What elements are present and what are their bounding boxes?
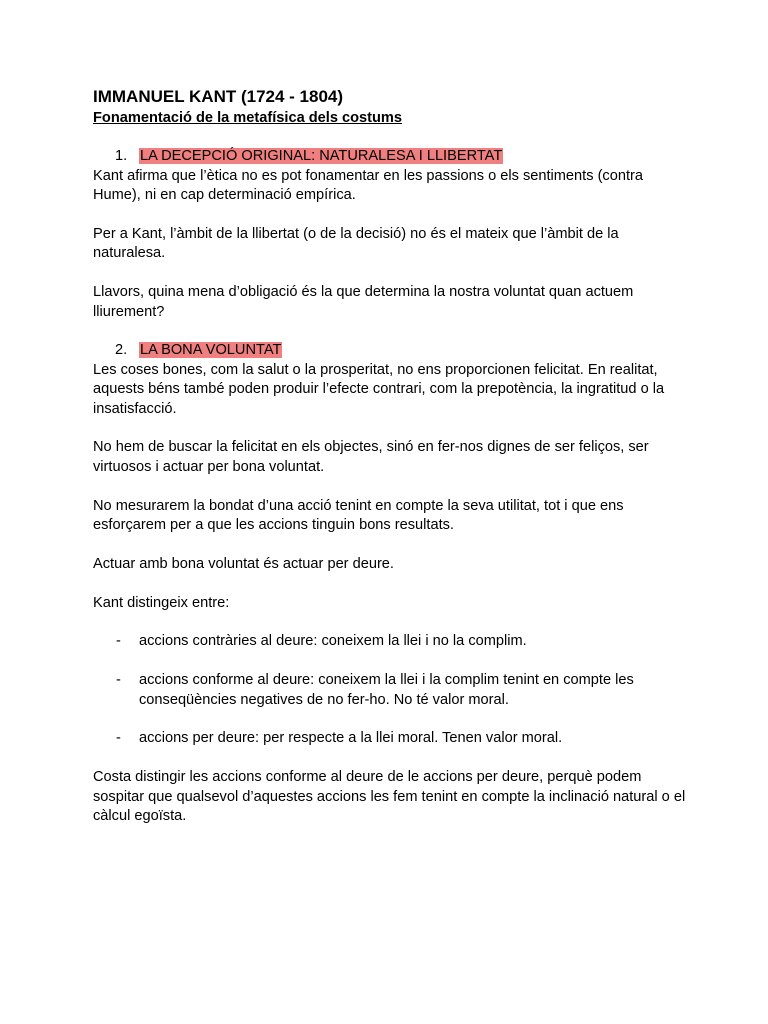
list-item — [93, 671, 693, 710]
list-item-text: accions contràries al deure: coneixem la llei i no la complim. — [139, 633, 527, 650]
spacer — [93, 613, 693, 632]
list-item — [93, 729, 693, 748]
document-title: IMMANUEL KANT (1724 - 1804) — [93, 87, 344, 106]
bullet-marker: - — [116, 672, 121, 689]
section-2-heading — [93, 341, 693, 360]
paragraph: Llavors, quina mena d’obligació és la que determina la nostra voluntat quan actuem lliurement? — [93, 284, 634, 320]
bullet-marker: - — [116, 633, 121, 650]
spacer — [93, 264, 693, 283]
section-2-heading-text: LA BONA VOLUNTAT — [140, 342, 282, 359]
spacer — [93, 477, 693, 496]
document-subtitle: Fonamentació de la metafísica dels costums — [93, 110, 403, 126]
closing-paragraph: Costa distingir les accions conforme al deure de le accions per deure, perquè podem sospitar que qualsevol d’aquestes accions les fem tenint en compte la inclinació natural o el càlcul egoïsta. — [93, 769, 686, 825]
section-2-number: 2. — [115, 342, 128, 359]
spacer — [93, 574, 693, 593]
spacer — [93, 652, 693, 671]
bullet-marker: - — [116, 730, 121, 747]
paragraph: No mesurarem la bondat d’una acció tenint en compte la seva utilitat, tot i que ens esforçarem per a que les accions tinguin bons resultats. — [93, 497, 624, 534]
spacer — [93, 322, 693, 341]
spacer — [93, 535, 693, 554]
list-item-text: accions conforme al deure: coneixem la llei i la complim tenint en compte les conseqüències negatives de no fer-ho. No té valor moral. — [139, 672, 634, 708]
paragraph: Kant distingeix entre: — [93, 594, 230, 611]
document-page — [93, 86, 693, 826]
list-item-text: accions per deure: per respecte a la llei moral. Tenen valor moral. — [139, 730, 563, 747]
spacer — [93, 128, 693, 147]
spacer — [93, 419, 693, 438]
section-1-heading-text: LA DECEPCIÓ ORIGINAL: NATURALESA I LLIBERTAT — [140, 148, 503, 165]
section-1-heading — [93, 147, 693, 166]
spacer — [93, 749, 693, 768]
spacer — [93, 710, 693, 729]
paragraph: Kant afirma que l’ètica no es pot fonamentar en les passions o els sentiments (contra Hume), ni en cap determinació empírica. — [93, 167, 643, 204]
spacer — [93, 206, 693, 225]
section-1-number: 1. — [115, 148, 128, 165]
paragraph: Per a Kant, l’àmbit de la llibertat (o de la decisió) no és el mateix que l’àmbit de la naturalesa. — [93, 226, 619, 262]
paragraph: Actuar amb bona voluntat és actuar per deure. — [93, 555, 394, 572]
paragraph: No hem de buscar la felicitat en els objectes, sinó en fer-nos dignes de ser feliços, ser virtuosos i actuar per bona voluntat. — [93, 439, 649, 475]
paragraph: Les coses bones, com la salut o la prosperitat, no ens proporcionen felicitat. En realitat, aquests béns també poden produir l’efecte contrari, com la prepotència, la ingratitud o la insatisfacció. — [93, 361, 665, 417]
list-item — [93, 632, 693, 651]
